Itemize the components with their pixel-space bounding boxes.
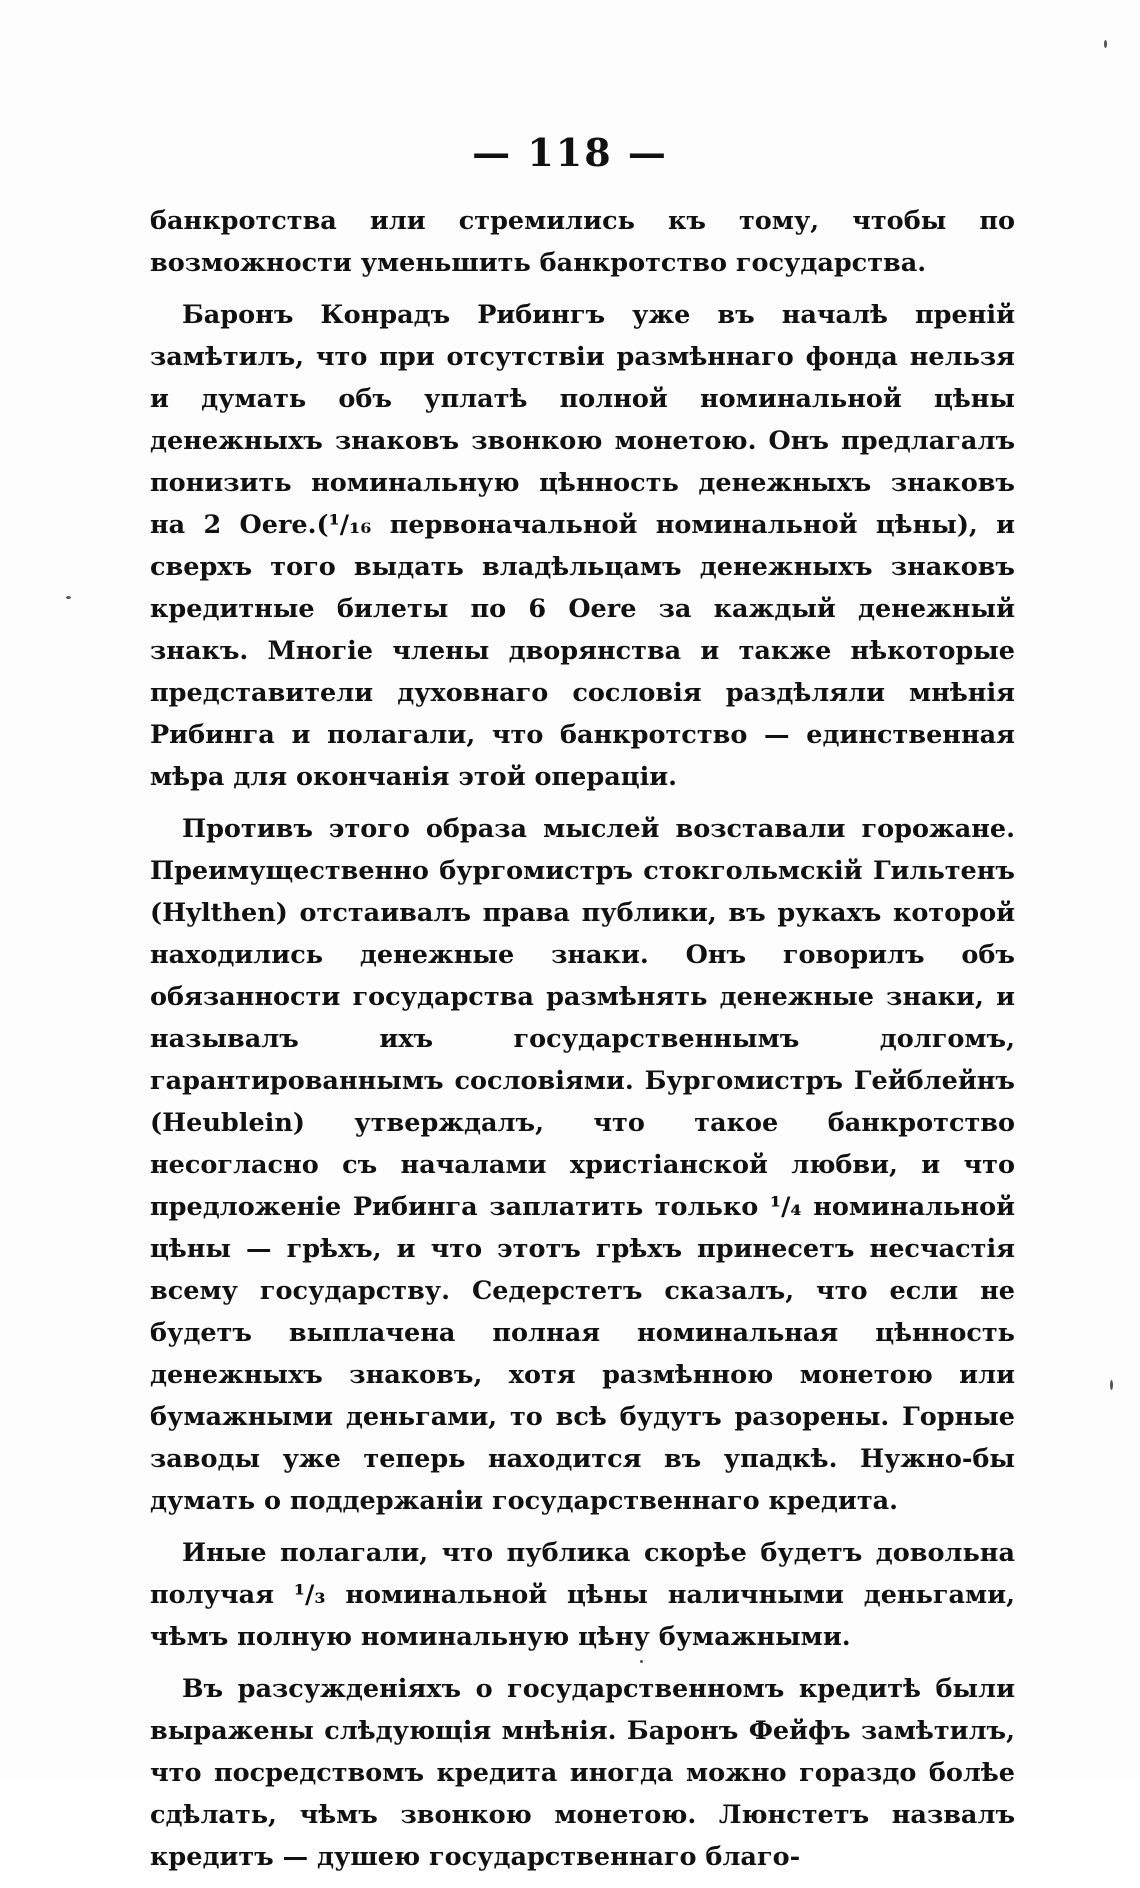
body-text [150,200,1015,1888]
paper-speck [1110,1380,1113,1390]
page-number: — 118 — [472,130,668,175]
paragraph-2: Баронъ Конрадъ Рибингъ уже въ началѣ преній замѣтилъ, что при отсутствіи размѣннаго фонда нельзя и думать объ уплатѣ полной номинальной цѣны денежныхъ знаковъ звонкою монетою. Онъ предлагалъ понизить номинальную цѣнность денежныхъ знаковъ на 2 Oere.(¹/₁₆ первоначальной номинальной цѣны), и сверхъ того выдать владѣльцамъ денежныхъ знаковъ кредитные билеты по 6 Oere за каждый денежный знакъ. Многіе члены дворянства и также нѣкоторые представители духовнаго сословія раздѣляли мнѣнія Рибинга и полагали, что банкротство — единственная мѣра для окончанія этой операціи. [150,300,1015,792]
paragraph-5: Въ разсужденіяхъ о государственномъ кредитѣ были выражены слѣдующія мнѣнія. Баронъ Фейфъ замѣтилъ, что посредствомъ кредита иногда можно гораздо болѣе сдѣлать, чѣмъ звонкою монетою. Люнстетъ назвалъ кредитъ — душею государственнаго благо- [150,1674,1015,1872]
paper-speck [66,596,71,599]
paper-speck [1104,40,1107,48]
paragraph-4: Иные полагали, что публика скорѣе будетъ довольна получая ¹/₃ номинальной цѣны наличными деньгами, чѣмъ полную номинальную цѣну бумажными. [150,1538,1015,1652]
paragraph-1: банкротства или стремились къ тому, чтобы по возможности уменьшить банкротство государства. [150,206,1015,278]
paragraph-3: Противъ этого образа мыслей возставали горожане. Преимущественно бургомистръ стокгольмскій Гильтенъ (Hylthen) отстаивалъ права публики, въ рукахъ которой находились денежные знаки. Онъ говорилъ объ обязанности государства размѣнять денежные знаки, и называлъ ихъ государственнымъ долгомъ, гарантированнымъ сословіями. Бургомистръ Гейблейнъ (Heublein) утверждалъ, что такое банкротство несогласно съ началами христіанской любви, и что предложеніе Рибинга заплатить только ¹/₄ номинальной цѣны — грѣхъ, и что этотъ грѣхъ принесетъ несчастія всему государству. Седерстетъ сказалъ, что если не будетъ выплачена полная номинальная цѣнность денежныхъ знаковъ, хотя размѣнною монетою или бумажными деньгами, то всѣ будутъ разорены. Горные заводы уже теперь находится въ упадкѣ. Нужно-бы думать о поддержаніи государственнаго кредита. [150,814,1015,1516]
paper-speck [640,1660,643,1663]
